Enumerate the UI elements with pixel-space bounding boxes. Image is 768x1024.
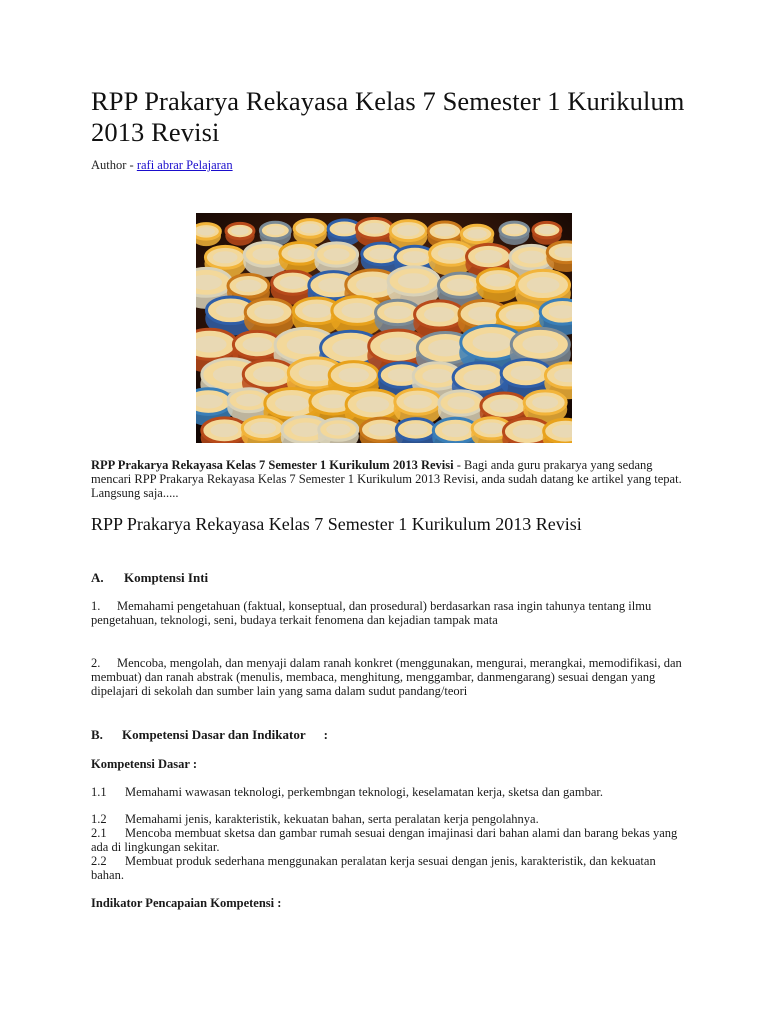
list-item: 1.1 Memahami wawasan teknologi, perkembngan teknologi, keselamatan kerja, sketsa dan gambar. [91,785,603,799]
list-item: 2.1 Mencoba membuat sketsa dan gambar rumah sesuai dengan imajinasi dari bahan alami dan barang bekas yang ada di lingkungan sekitar. [91,826,678,854]
list-item: 2. Mencoba, mengolah, dan menyaji dalam ranah konkret (menggunakan, mengurai, merangkai, memodifikasi, dan membuat) dan ranah abstrak (menulis, membaca, menghitung, menggambar, danmengarang) sesuai dengan yang dipelajari di sekolah dan sumber lain yang sama dalam sudut pandang/teori [91,656,682,698]
pot [279,243,320,274]
indikator-label: Indikator Pencapaian Kompetensi : [91,896,282,910]
author-line [91,157,233,173]
list-item: 1.2 Memahami jenis, karakteristik, kekuatan bahan, serta peralatan kerja pengolahnya. [91,812,539,826]
author-link[interactable]: rafi abrar Pelajaran [136,158,233,172]
intro-paragraph [91,458,691,500]
heading-kompetensi-dasar-indikator [91,727,328,743]
pot [201,418,248,443]
author-prefix: Author - [91,158,137,172]
pot [476,269,520,302]
article-title: RPP Prakarya Rekayasa Kelas 7 Semester 1 Kurikulum 2013 Revisi [91,86,685,147]
pot [241,417,285,443]
pot [318,419,359,443]
intro-text: - Bagi anda guru prakarya yang sedang mencari RPP Prakarya Rekayasa Kelas 7 Semester 1 Kurikulum 2013 Revisi, anda sudah datang ke artikel yang tepat. Langsung saja..... [91,458,682,500]
heading-komptensi-inti [91,570,208,586]
heading-marker: B. [91,727,103,742]
list-item: 2.2 Membuat produk sederhana menggunakan peralatan kerja sesuai dengan jenis, karakteristik, dan kekuatan bahan. [91,854,656,882]
section-title: RPP Prakarya Rekayasa Kelas 7 Semester 1 Kurikulum 2013 Revisi [91,514,582,534]
pot [499,222,529,245]
pot [532,222,561,244]
pottery-photo [196,213,572,443]
heading-colon: : [323,727,328,742]
pot [395,419,436,443]
heading-text: Kompetensi Dasar dan Indikator [122,727,306,742]
kompetensi-dasar-label: Kompetensi Dasar : [91,757,198,771]
list-item: 1. Memahami pengetahuan (faktual, konseptual, dan prosedural) berdasarkan rasa ingin tahunya tentang ilmu pengetahuan, teknologi, seni, budaya terkait fenomena dan kejadian tampak mata [91,599,652,627]
heading-marker: A. [91,570,104,585]
intro-bold: RPP Prakarya Rekayasa Kelas 7 Semester 1 Kurikulum 2013 Revisi [91,458,454,472]
heading-text: Komptensi Inti [124,570,209,585]
pot [225,223,254,245]
pottery-photo-graphic [196,213,572,443]
